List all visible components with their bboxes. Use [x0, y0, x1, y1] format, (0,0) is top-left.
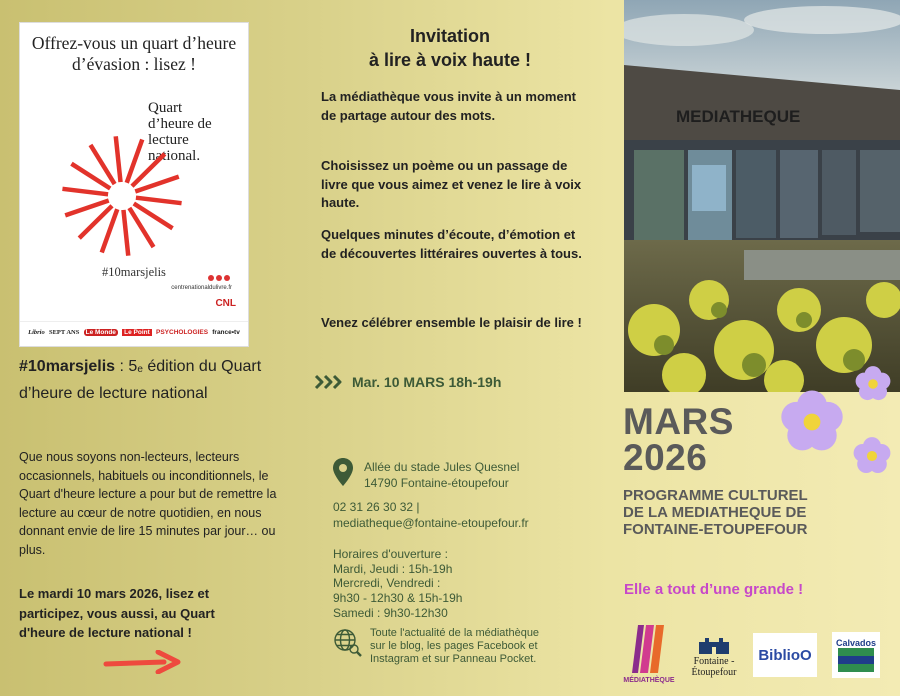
invitation-paragraph-1: La médiathèque vous invite à un moment de partage autour des mots. — [321, 89, 576, 123]
news-info: Toute l'actualité de la médiathèque sur le blog, les pages Facebook et Instagram et sur Panneau Pocket. — [370, 627, 540, 665]
flower-center — [868, 379, 878, 389]
poster-title: Quart d’heure de lecture national. — [148, 100, 212, 164]
logo-mediatheque: MÉDIATHÈQUE — [620, 616, 678, 688]
invitation-title: Invitation à lire à voix haute ! — [368, 26, 532, 70]
building-sign: MEDIATHEQUE — [676, 107, 801, 126]
location-pin-icon — [332, 457, 354, 487]
sun-ray — [123, 210, 128, 256]
edition-lead: #10marsjelis : 5e édition du Quart d’heure de lecture national — [19, 358, 262, 402]
sun-burst-icon — [62, 121, 182, 271]
logo-le-point: Le Point — [124, 329, 150, 336]
calvados-flag-icon — [838, 648, 874, 672]
opening-hours: Horaires d'ouverture : Mardi, Jeudi : 15h-19h Mercredi, Vendredi : 9h30 - 12h30 & 15h-19h Samedi : 9h30-12h30 — [333, 547, 463, 620]
sun-ray — [62, 189, 108, 195]
event-date — [314, 374, 501, 390]
cnl-logo: CNL — [215, 298, 236, 309]
poster-image — [19, 22, 249, 347]
tagline: Elle a tout d’une grande ! — [624, 581, 804, 598]
call-to-action: Le mardi 10 mars 2026, lisez et participez, vous aussi, au Quart d'heure de lecture national ! — [19, 586, 215, 640]
poster-partner-logos — [20, 321, 248, 343]
contact — [333, 499, 529, 531]
logo-france-tv: france•tv — [212, 329, 240, 336]
sun-ray — [136, 198, 182, 204]
books-icon — [628, 621, 670, 675]
logo-sept-ans: SEPT ANS — [48, 329, 80, 336]
address: Allée du stade Jules Quesnel 14790 Fontaine-étoupefour — [364, 460, 520, 490]
invitation-paragraph-4: Venez célébrer ensemble le plaisir de lire ! — [321, 315, 582, 330]
poster-hashtag: #10marsjelis — [102, 265, 166, 279]
globe-icon — [332, 627, 362, 657]
programme-title: PROGRAMME CULTUREL DE LA MEDIATHEQUE DE FONTAINE-ETOUPEFOUR — [623, 487, 808, 538]
red-arrow-icon — [102, 650, 182, 674]
poster-headline: Offrez-vous un quart d’heure d’évasion : lisez ! — [31, 33, 237, 74]
intro-paragraph: Que nous soyons non-lecteurs, lecteurs occasionnels, habituels ou inconditionnels, le Quart d'heure lecture a pour but de remettre la lecture au cœur de notre quotidien, en nous donnant envie de lire 15 minutes par jour… ou plus. — [19, 450, 277, 557]
logo-librio: Librio — [28, 329, 45, 336]
logo-calvados: Calvados — [832, 632, 880, 678]
phone-number[interactable]: 02 31 26 30 32 | — [333, 500, 420, 514]
castle-icon — [697, 632, 731, 656]
flower-center — [867, 451, 877, 461]
month-year: MARS 2026 — [623, 401, 734, 478]
poster-social-icons — [208, 275, 230, 281]
flower-icon — [752, 356, 900, 492]
logo-psychologies: PSYCHOLOGIES — [156, 329, 209, 336]
email-link[interactable]: mediatheque@fontaine-etoupefour.fr — [333, 516, 529, 530]
invitation-paragraph-2: Choisissez un poème ou un passage de livre que vous aimez et venez le lire à voix haute. — [321, 158, 582, 210]
logo-biblio: BiblioO — [753, 633, 817, 677]
sun-ray — [116, 136, 121, 182]
logo-fontaine-etoupefour: Fontaine - Étoupefour — [682, 624, 746, 686]
mediatheque-building-photo — [624, 0, 900, 392]
chevron-arrows-icon — [314, 374, 346, 390]
flower-center — [804, 414, 821, 431]
partner-logos — [620, 612, 900, 692]
invitation-paragraph-3: Quelques minutes d’écoute, d’émotion et de découvertes littéraires ouvertes à tous. — [321, 227, 582, 261]
logo-le-monde: Le Monde — [85, 329, 116, 336]
event-date-text: Mar. 10 MARS 18h-19h — [352, 374, 502, 390]
poster-url: centrenationaldulivre.fr — [171, 285, 232, 291]
